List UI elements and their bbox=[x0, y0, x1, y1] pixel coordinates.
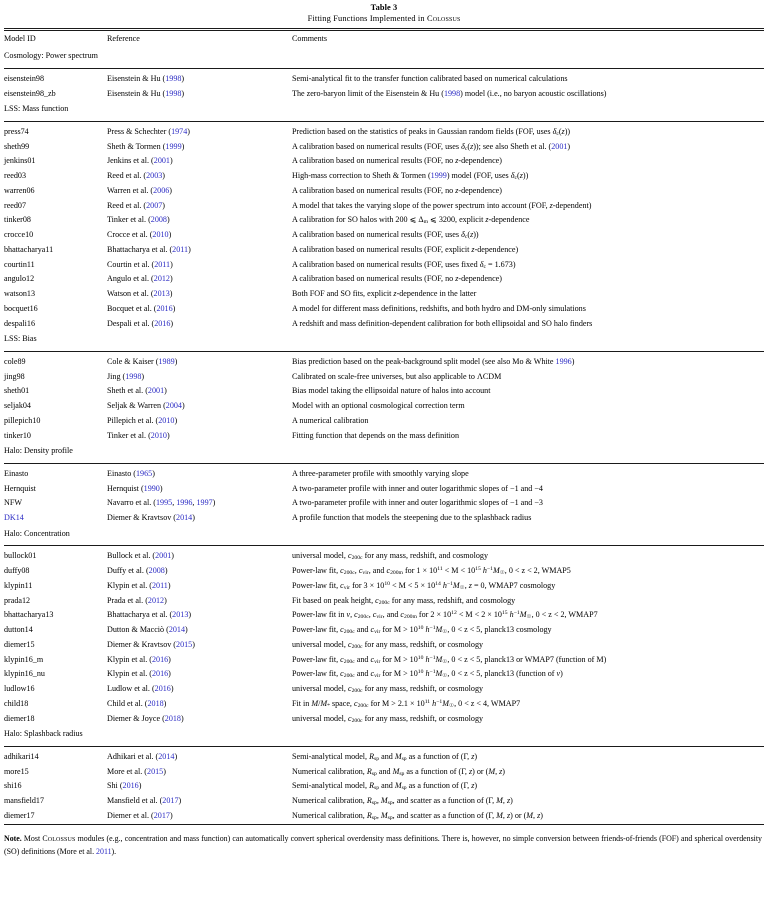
table-row bbox=[4, 87, 764, 102]
note-citation-link[interactable]: 2011 bbox=[96, 846, 112, 856]
cell-comments: Numerical calibration, $R_{sp}$ and $M_{sp}$ as a function of (Γ, z) or (M, z) bbox=[292, 766, 505, 777]
cell-model-id: despali16 bbox=[4, 318, 36, 328]
cell-model-id: eisenstein98 bbox=[4, 73, 45, 83]
cell-reference: Diemer et al. (2017) bbox=[107, 810, 173, 820]
section-header-row bbox=[4, 48, 764, 64]
cell-reference: More et al. (2015) bbox=[107, 766, 166, 776]
citation-year-link[interactable]: 2010 bbox=[150, 430, 167, 440]
cell-model-id: tinker10 bbox=[4, 430, 31, 440]
table-row bbox=[4, 213, 764, 228]
cell-reference: Reed et al. (2007) bbox=[107, 200, 165, 210]
citation-year-link[interactable]: 2016 bbox=[151, 669, 169, 679]
section-rule-row bbox=[4, 459, 764, 467]
table-row bbox=[4, 287, 764, 302]
table-row bbox=[4, 140, 764, 155]
cell-comments: A two-parameter profile with inner and outer logarithmic slopes of −1 and −4 bbox=[292, 483, 543, 493]
table-row bbox=[4, 72, 764, 87]
caption-text: Fitting Functions Implemented in bbox=[307, 14, 427, 23]
citation-year-link[interactable]: 1974 bbox=[171, 126, 188, 136]
table-row bbox=[4, 750, 764, 765]
cell-reference: Jenkins et al. (2001) bbox=[107, 156, 173, 166]
cell-comments: Power-law fit, $c_{vir}$ for $3 \times 10^{10} < M < 5 \times 10^{14}$ $h^{-1}M_☉$, z = 0, WMAP7 cosmology bbox=[292, 580, 556, 592]
table-row bbox=[4, 414, 764, 429]
section-rule bbox=[4, 347, 764, 355]
citation-year-link[interactable]: 2011 bbox=[151, 580, 168, 590]
table-row bbox=[4, 384, 764, 399]
cell-comments: A two-parameter profile with inner and outer logarithmic slopes of −1 and −3 bbox=[292, 498, 543, 508]
cell-model-id: pillepich10 bbox=[4, 415, 41, 425]
section-rule bbox=[4, 459, 764, 467]
cell-model-id: sheth01 bbox=[4, 386, 30, 396]
table-row bbox=[4, 579, 764, 594]
citation-year-link[interactable]: 2001 bbox=[155, 551, 172, 561]
table-row bbox=[4, 258, 764, 273]
citation-year-link[interactable]: 1996 bbox=[555, 356, 572, 366]
citation-year-link[interactable]: 2004 bbox=[165, 401, 182, 411]
citation-year-link[interactable]: 2012 bbox=[147, 595, 165, 605]
table-row bbox=[4, 682, 764, 697]
column-header-model-id: Model ID bbox=[4, 34, 36, 44]
cell-reference: Einasto (1965) bbox=[107, 468, 155, 478]
table-row bbox=[4, 370, 764, 385]
cell-model-id: child18 bbox=[4, 698, 29, 708]
cell-comments: A calibration for SO halos with 200 ⩽ $\Delta_m$ ⩽ 3200, explicit z-dependence bbox=[292, 215, 530, 226]
table-row bbox=[4, 697, 764, 712]
citation-year-link[interactable]: 2001 bbox=[551, 141, 568, 151]
cell-reference: Eisenstein & Hu (1998) bbox=[107, 88, 185, 98]
citation-year-link[interactable]: 2013 bbox=[153, 289, 170, 299]
cell-model-id: bhattacharya11 bbox=[4, 244, 54, 254]
cell-reference: Ludlow et al. (2016) bbox=[107, 684, 174, 694]
citation-year-link[interactable]: 1999 bbox=[165, 141, 182, 151]
cell-reference: Adhikari et al. (2014) bbox=[107, 751, 178, 761]
cell-reference: Eisenstein & Hu (1998) bbox=[107, 73, 185, 83]
cell-model-id: Hernquist bbox=[4, 483, 36, 493]
cell-model-id: ludlow16 bbox=[4, 684, 35, 694]
cell-comments: A three-parameter profile with smoothly varying slope bbox=[292, 468, 469, 478]
table-row bbox=[4, 169, 764, 184]
section-label: Halo: Splashback radius bbox=[4, 729, 83, 739]
section-rule bbox=[4, 64, 764, 72]
cell-reference: Sheth & Tormen (1999) bbox=[107, 141, 185, 151]
section-label: Cosmology: Power spectrum bbox=[4, 51, 98, 61]
citation-year-link[interactable]: 1999 bbox=[430, 171, 447, 181]
cell-model-id: duffy08 bbox=[4, 566, 30, 576]
cell-model-id: bhattacharya13 bbox=[4, 610, 54, 620]
column-header-comments: Comments bbox=[292, 34, 328, 44]
cell-comments: Semi-analytical model, $R_{sp}$ and $M_{sp}$ as a function of (Γ, z) bbox=[292, 781, 478, 792]
cell-comments: universal model, $c_{200c}$ for any mass, redshift, or cosmology bbox=[292, 639, 484, 651]
section-header-row bbox=[4, 331, 764, 347]
cell-reference: Duffy et al. (2008) bbox=[107, 566, 168, 576]
cell-model-id: press74 bbox=[4, 126, 29, 136]
citation-year-link[interactable]: 2013 bbox=[172, 610, 189, 620]
cell-model-id: klypin16_m bbox=[4, 654, 44, 664]
table-row bbox=[4, 809, 764, 824]
section-rule-row bbox=[4, 64, 764, 72]
section-rule-row bbox=[4, 117, 764, 125]
cell-model-id: NFW bbox=[4, 498, 22, 508]
citation-year-link[interactable]: 2015 bbox=[147, 766, 164, 776]
table-row bbox=[4, 482, 764, 497]
cell-comments: A calibration based on numerical results (FOF, no z-dependence) bbox=[292, 185, 502, 195]
section-rule bbox=[4, 117, 764, 125]
cell-reference: Klypin et al. (2016) bbox=[107, 669, 171, 679]
cell-reference: Seljak & Warren (2004) bbox=[107, 401, 185, 411]
citation-year-link[interactable]: 2006 bbox=[153, 185, 170, 195]
citation-year-link[interactable]: 2001 bbox=[147, 386, 165, 396]
cell-comments: Calibrated on scale-free universes, but also applicable to ΛCDM bbox=[292, 371, 502, 381]
cell-model-id: cole89 bbox=[4, 356, 26, 366]
cell-reference: Diemer & Kravtsov (2014) bbox=[107, 513, 195, 523]
cell-comments: A calibration based on numerical results (FOF, no z-dependence) bbox=[292, 156, 502, 166]
citation-year-link[interactable]: 1997 bbox=[196, 498, 213, 508]
cell-reference: Prada et al. (2012) bbox=[107, 595, 167, 605]
title-block bbox=[4, 0, 764, 25]
citation-year-link[interactable]: 2011 bbox=[154, 259, 171, 269]
citation-year-link[interactable]: 1998 bbox=[125, 371, 142, 381]
table-row bbox=[4, 608, 764, 623]
note-text-1: Most bbox=[21, 833, 43, 843]
note-label: Note. bbox=[4, 833, 22, 843]
citation-year-link[interactable]: 2016 bbox=[154, 684, 171, 694]
cell-reference: Tinker et al. (2008) bbox=[107, 215, 170, 225]
fitting-functions-table bbox=[4, 31, 764, 823]
table-row bbox=[4, 549, 764, 564]
citation-year-link[interactable]: 2017 bbox=[153, 810, 170, 820]
section-rule bbox=[4, 541, 764, 549]
citation-year-link[interactable]: 1998 bbox=[165, 73, 182, 83]
cell-comments: Fit in $M/M_*$ space, $c_{200c}$ for $M > 2.1 \times 10^{11}$ $h^{-1}M_☉$, 0 < z < 4, WMAP7 bbox=[292, 698, 521, 710]
cell-comments: A model that takes the varying slope of the power spectrum into account (FOF, z-dependent) bbox=[292, 200, 592, 210]
table-row bbox=[4, 355, 764, 370]
table-row bbox=[4, 765, 764, 780]
citation-year-link[interactable]: 2008 bbox=[148, 566, 165, 576]
cell-model-id: klypin16_nu bbox=[4, 669, 45, 679]
citation-year-link[interactable]: 2014 bbox=[176, 513, 193, 523]
section-header-row bbox=[4, 526, 764, 542]
cell-model-id: diemer17 bbox=[4, 810, 35, 820]
cell-reference: Klypin et al. (2016) bbox=[107, 654, 171, 664]
cell-model-id: diemer18 bbox=[4, 713, 35, 723]
cell-reference: Bullock et al. (2001) bbox=[107, 551, 174, 561]
table-row bbox=[4, 399, 764, 414]
header-row bbox=[4, 31, 764, 48]
table-row bbox=[4, 653, 764, 668]
table-row bbox=[4, 154, 764, 169]
cell-comments: Prediction based on the statistics of peaks in Gaussian random fields (FOF, uses $\delta_c(z)$) bbox=[292, 126, 571, 138]
citation-year-link[interactable]: 1995 bbox=[156, 498, 173, 508]
citation-year-link[interactable]: 1965 bbox=[136, 468, 153, 478]
cell-model-id: watson13 bbox=[4, 289, 36, 299]
cell-model-id: adhikari14 bbox=[4, 751, 39, 761]
cell-comments: High-mass correction to Sheth & Tormen (1999) model (FOF, uses $\delta_c(z)$) bbox=[292, 171, 529, 182]
table-row bbox=[4, 638, 764, 653]
citation-year-link[interactable]: 2011 bbox=[172, 244, 189, 254]
section-label: Halo: Density profile bbox=[4, 446, 73, 456]
citation-year-link[interactable]: 2001 bbox=[153, 156, 170, 166]
cell-comments: Power-law fit in ν, $c_{200c}$, $c_{vir}$, and $c_{200m}$ for $2 \times 10^{12} < M < 2 \times 10^{15}$ $h^{-1}M_☉$, 0 < z < 2, WMAP7 bbox=[292, 610, 598, 621]
cell-comments: A calibration based on numerical results (FOF, no z-dependence) bbox=[292, 274, 502, 284]
citation-year-link[interactable]: 1998 bbox=[165, 88, 182, 98]
cell-reference: Sheth et al. (2001) bbox=[107, 386, 167, 396]
cell-comments: Numerical calibration, $R_{sp}$, $M_{sp}$, and scatter as a function of (Γ, M, z) bbox=[292, 796, 513, 807]
citation-year-link[interactable]: 2016 bbox=[156, 303, 173, 313]
cell-model-id: sheth99 bbox=[4, 141, 30, 151]
table-bottom-rule bbox=[4, 824, 764, 825]
table-row bbox=[4, 243, 764, 258]
table-row bbox=[4, 623, 764, 638]
citation-year-link[interactable]: 2007 bbox=[146, 200, 163, 210]
section-label: LSS: Mass function bbox=[4, 104, 69, 114]
table-row bbox=[4, 594, 764, 609]
citation-year-link[interactable]: 2018 bbox=[164, 713, 181, 723]
cell-model-id: Einasto bbox=[4, 468, 29, 478]
cell-comments: Both FOF and SO fits, explicit z-dependence in the latter bbox=[292, 289, 477, 299]
section-rule-row bbox=[4, 742, 764, 750]
table-row bbox=[4, 667, 764, 682]
table-caption bbox=[4, 13, 764, 25]
cell-reference: Pillepich et al. (2010) bbox=[107, 415, 178, 425]
cell-model-id: tinker08 bbox=[4, 215, 31, 225]
table-row bbox=[4, 184, 764, 199]
table-row bbox=[4, 564, 764, 579]
table-row bbox=[4, 429, 764, 444]
cell-comments: Fit based on peak height, $c_{200c}$ for any mass, redshift, and cosmology bbox=[292, 595, 516, 606]
cell-comments: Power-law fit, $c_{200c}$ and $c_{vir}$ for $M > 10^{10}$ $h^{-1}M_☉$, 0 < z < 5, planck13 cosmology bbox=[292, 625, 552, 636]
citation-year-link[interactable]: 2014 bbox=[168, 625, 186, 635]
cell-model-id: mansfield17 bbox=[4, 796, 45, 806]
table-head bbox=[4, 31, 764, 48]
cell-reference: Bhattacharya et al. (2011) bbox=[107, 244, 191, 254]
cell-reference: Warren et al. (2006) bbox=[107, 185, 172, 195]
cell-comments: A redshift and mass definition-dependent calibration for both ellipsoidal and SO halo finders bbox=[292, 318, 593, 328]
cell-comments: Bias prediction based on the peak-background split model (see also Mo & White 1996) bbox=[292, 356, 575, 366]
section-rule-row bbox=[4, 541, 764, 549]
cell-model-id: diemer15 bbox=[4, 639, 35, 649]
cell-comments: universal model, $c_{200c}$ for any mass, redshift, and cosmology bbox=[292, 551, 488, 562]
note-smallcaps: Colossus bbox=[42, 833, 76, 843]
citation-year-link[interactable]: 1996 bbox=[176, 498, 193, 508]
cell-reference: Cole & Kaiser (1989) bbox=[107, 356, 178, 366]
table-row bbox=[4, 302, 764, 317]
cell-reference: Shi (2016) bbox=[107, 781, 142, 791]
citation-year-link[interactable]: 2014 bbox=[158, 751, 175, 761]
cell-reference: Child et al. (2018) bbox=[107, 698, 167, 708]
table-row bbox=[4, 317, 764, 332]
citation-year-link[interactable]: 2016 bbox=[122, 781, 139, 791]
cell-model-id: seljak04 bbox=[4, 401, 31, 411]
cell-comments: A calibration based on numerical results (FOF, uses $\delta_c(z)$); see also Sheth et al. (2001) bbox=[292, 141, 571, 152]
citation-year-link[interactable]: 2016 bbox=[154, 318, 171, 328]
caption-smallcaps: Colossus bbox=[426, 14, 461, 23]
cell-model-id: angulo12 bbox=[4, 274, 35, 284]
cell-model-id: jing98 bbox=[4, 371, 25, 381]
table-body bbox=[4, 48, 764, 823]
cell-reference: Angulo et al. (2012) bbox=[107, 274, 173, 284]
table-row bbox=[4, 712, 764, 727]
cell-model-id: jenkins01 bbox=[4, 156, 36, 166]
cell-model-id: reed03 bbox=[4, 171, 27, 181]
cell-reference: Despali et al. (2016) bbox=[107, 318, 174, 328]
table-number: Table 3 bbox=[370, 3, 398, 12]
citation-year-link[interactable]: 2015 bbox=[176, 639, 193, 649]
cell-comments: A calibration based on numerical results (FOF, explicit z-dependence) bbox=[292, 244, 519, 254]
cell-comments: A calibration based on numerical results (FOF, uses fixed $\delta_c = 1.673$) bbox=[292, 259, 516, 270]
cell-model-id: bocquet16 bbox=[4, 303, 38, 313]
cell-model-id: klypin11 bbox=[4, 580, 33, 590]
cell-comments: Bias model taking the ellipsoidal nature of halos into account bbox=[292, 386, 491, 396]
citation-year-link[interactable]: 1998 bbox=[443, 88, 461, 98]
citation-year-link[interactable]: 2008 bbox=[150, 215, 167, 225]
section-label: LSS: Bias bbox=[4, 334, 37, 344]
table-row bbox=[4, 511, 764, 526]
citation-year-link[interactable]: 2003 bbox=[146, 171, 163, 181]
section-rule-row bbox=[4, 347, 764, 355]
cell-comments: universal model, $c_{200c}$ for any mass, redshift, or cosmology bbox=[292, 684, 484, 695]
cell-reference: Navarro et al. (1995, 1996, 1997) bbox=[107, 498, 216, 508]
table-row bbox=[4, 125, 764, 140]
table-row bbox=[4, 794, 764, 809]
citation-year-link[interactable]: 1990 bbox=[143, 483, 160, 493]
citation-year-link[interactable]: 2017 bbox=[162, 796, 179, 806]
cell-comments: A numerical calibration bbox=[292, 415, 369, 425]
cell-reference: Hernquist (1990) bbox=[107, 483, 163, 493]
cell-comments: A profile function that models the steepening due to the splashback radius bbox=[292, 513, 532, 523]
cell-reference: Crocce et al. (2010) bbox=[107, 230, 172, 240]
cell-comments: universal model, $c_{200c}$ for any mass, redshift, or cosmology bbox=[292, 713, 484, 724]
model-id-link[interactable]: DK14 bbox=[4, 513, 24, 523]
cell-model-id: dutton14 bbox=[4, 625, 33, 635]
cell-reference: Dutton & Macciò (2014) bbox=[107, 625, 188, 635]
cell-reference: Jing (1998) bbox=[107, 371, 145, 381]
cell-model-id: prada12 bbox=[4, 595, 31, 605]
cell-comments: Power-law fit, $c_{200c}$ and $c_{vir}$ for $M > 10^{10}$ $h^{-1}M_☉$, 0 < z < 5, planck13 (function of ν) bbox=[292, 669, 563, 680]
citation-year-link[interactable]: 1989 bbox=[158, 356, 175, 366]
cell-model-id: courtin11 bbox=[4, 259, 35, 269]
cell-reference: Watson et al. (2013) bbox=[107, 289, 173, 299]
note-text-2: modules (e.g., concentration and mass function) can automatically convert spherical overdensity mass definitions. There is, however, no simple conversion between friends-of-friends (FOF) and spherical overdensity (SO) definitions (More et al. bbox=[4, 833, 762, 856]
cell-model-id bbox=[4, 511, 107, 526]
cell-reference: Bocquet et al. (2016) bbox=[107, 303, 176, 313]
note-text-3: ). bbox=[111, 846, 117, 856]
cell-comments: The zero-baryon limit of the Eisenstein & Hu (1998) model (i.e., no baryon acoustic oscillations) bbox=[292, 88, 607, 98]
cell-model-id: bullock01 bbox=[4, 551, 37, 561]
table-row bbox=[4, 779, 764, 794]
cell-reference: Tinker et al. (2010) bbox=[107, 430, 170, 440]
table-row bbox=[4, 228, 764, 243]
citation-year-link[interactable]: 2018 bbox=[147, 698, 164, 708]
section-header-row bbox=[4, 726, 764, 742]
cell-reference: Reed et al. (2003) bbox=[107, 171, 165, 181]
cell-comments: Semi-analytical model, $R_{sp}$ and $M_{sp}$ as a function of (Γ, z) bbox=[292, 751, 478, 763]
cell-reference: Klypin et al. (2011) bbox=[107, 580, 171, 590]
citation-year-link[interactable]: 2016 bbox=[151, 654, 169, 664]
citation-year-link[interactable]: 2010 bbox=[158, 415, 175, 425]
section-header-row bbox=[4, 443, 764, 459]
table-row bbox=[4, 272, 764, 287]
cell-comments: Power-law fit, $c_{200c}$ and $c_{vir}$ for $M > 10^{10}$ $h^{-1}M_☉$, 0 < z < 5, planck13 or WMAP7 (function of M) bbox=[292, 654, 607, 665]
table-note bbox=[4, 832, 764, 858]
cell-model-id: reed07 bbox=[4, 200, 27, 210]
cell-comments: Fitting function that depends on the mass definition bbox=[292, 430, 460, 440]
cell-reference: Press & Schechter (1974) bbox=[107, 126, 190, 136]
cell-reference: Mansfield et al. (2017) bbox=[107, 796, 182, 806]
cell-model-id: more15 bbox=[4, 766, 29, 776]
cell-comments: A calibration based on numerical results (FOF, uses $\delta_c(z)$) bbox=[292, 230, 479, 241]
table-row bbox=[4, 467, 764, 482]
citation-year-link[interactable]: 2012 bbox=[153, 274, 170, 284]
cell-reference: Courtin et al. (2011) bbox=[107, 259, 173, 269]
section-rule bbox=[4, 742, 764, 750]
cell-comments: Power-law fit, $c_{200c}$, $c_{vir}$, and $c_{200m}$ for $1 \times 10^{11} < M < 10^{15}$ $h^{-1}M_☉$, 0 < z < 2, WMAP5 bbox=[292, 566, 571, 577]
cell-model-id: shi16 bbox=[4, 781, 22, 791]
cell-reference: Bhattacharya et al. (2013) bbox=[107, 610, 192, 620]
cell-comments: A model for different mass definitions, redshifts, and both hydro and DM-only simulations bbox=[292, 303, 586, 313]
cell-comments: Semi-analytical fit to the transfer function calibrated based on numerical calculations bbox=[292, 73, 568, 83]
cell-model-id: eisenstein98_zb bbox=[4, 88, 56, 98]
section-label: Halo: Concentration bbox=[4, 528, 70, 538]
cell-reference: Diemer & Kravtsov (2015) bbox=[107, 639, 195, 649]
table-row bbox=[4, 496, 764, 511]
cell-model-id: crocce10 bbox=[4, 230, 34, 240]
column-header-reference: Reference bbox=[107, 34, 140, 44]
cell-model-id: warren06 bbox=[4, 185, 35, 195]
citation-year-link[interactable]: 2010 bbox=[152, 230, 169, 240]
table-row bbox=[4, 199, 764, 214]
cell-comments: Model with an optional cosmological correction term bbox=[292, 401, 465, 411]
cell-comments: Numerical calibration, $R_{sp}$, $M_{sp}$, and scatter as a function of (Γ, M, z) or (M, z) bbox=[292, 810, 543, 822]
section-header-row bbox=[4, 101, 764, 117]
cell-reference: Diemer & Joyce (2018) bbox=[107, 713, 184, 723]
